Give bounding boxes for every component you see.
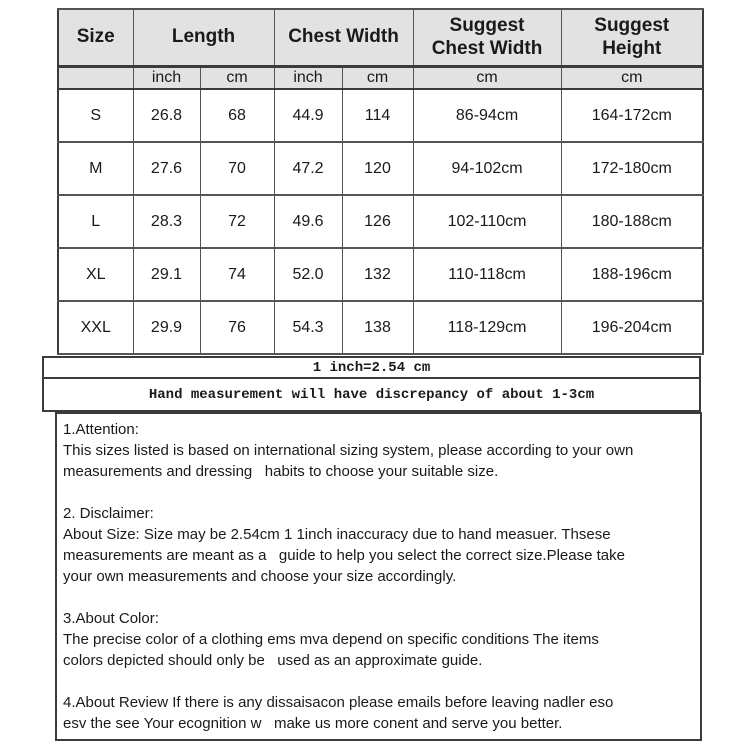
cell-size: XXL [58, 301, 133, 354]
header-suggest-chest-width-line1: Suggest [449, 14, 525, 36]
inch-conversion-note: 1 inch=2.54 cm [42, 356, 701, 379]
note-line: measurements are meant as a guide to help you select the correct size.Please take [63, 547, 625, 564]
cell-length-inch: 29.9 [133, 301, 200, 354]
notes-box [55, 412, 702, 741]
table-row-m [58, 142, 703, 195]
size-chart-table [57, 8, 704, 355]
cell-suggest-height: 164-172cm [561, 89, 703, 142]
cell-length-inch: 26.8 [133, 89, 200, 142]
table-row-xxl [58, 301, 703, 354]
cell-length-inch: 29.1 [133, 248, 200, 301]
table-row-s [58, 89, 703, 142]
subheader-chest-cm: cm [342, 66, 413, 89]
cell-suggest-chest: 102-110cm [413, 195, 561, 248]
note-disclaimer [63, 503, 694, 587]
cell-length-cm: 72 [200, 195, 274, 248]
header-length: Length [133, 9, 274, 66]
cell-suggest-chest: 86-94cm [413, 89, 561, 142]
note-line: About Size: Size may be 2.54cm 1 1inch inaccuracy due to hand measuer. Thsese [63, 526, 611, 543]
note-line: measurements and dressing habits to choose your suitable size. [63, 463, 499, 480]
note-line: 2. Disclaimer: [63, 505, 154, 522]
subheader-chest-inch: inch [274, 66, 342, 89]
note-line: The precise color of a clothing ems mva depend on specific conditions The items [63, 631, 599, 648]
cell-length-cm: 76 [200, 301, 274, 354]
note-line: your own measurements and choose your size accordingly. [63, 568, 457, 585]
note-attention [63, 419, 694, 482]
subheader-suggest-height-cm: cm [561, 66, 703, 89]
cell-chest-cm: 120 [342, 142, 413, 195]
table-header-row [58, 9, 703, 66]
cell-chest-inch: 54.3 [274, 301, 342, 354]
cell-chest-inch: 44.9 [274, 89, 342, 142]
subheader-size-empty [58, 66, 133, 89]
cell-length-inch: 27.6 [133, 142, 200, 195]
cell-length-cm: 70 [200, 142, 274, 195]
note-line: This sizes listed is based on international sizing system, please according to your own [63, 442, 634, 459]
cell-chest-inch: 49.6 [274, 195, 342, 248]
cell-length-inch: 28.3 [133, 195, 200, 248]
cell-size: M [58, 142, 133, 195]
cell-suggest-height: 180-188cm [561, 195, 703, 248]
cell-chest-cm: 126 [342, 195, 413, 248]
cell-suggest-chest: 110-118cm [413, 248, 561, 301]
table-row-xl [58, 248, 703, 301]
cell-chest-inch: 47.2 [274, 142, 342, 195]
header-suggest-height-line2: Height [602, 38, 662, 60]
cell-size: L [58, 195, 133, 248]
cell-length-cm: 68 [200, 89, 274, 142]
subheader-length-inch: inch [133, 66, 200, 89]
table-row-l [58, 195, 703, 248]
cell-suggest-chest: 94-102cm [413, 142, 561, 195]
cell-size: XL [58, 248, 133, 301]
hand-measurement-note: Hand measurement will have discrepancy of about 1-3cm [42, 379, 701, 412]
header-suggest-height-line1: Suggest [594, 14, 670, 36]
cell-chest-cm: 114 [342, 89, 413, 142]
note-line: 1.Attention: [63, 421, 139, 438]
cell-suggest-height: 172-180cm [561, 142, 703, 195]
header-suggest-height [561, 9, 703, 66]
note-line: colors depicted should only be used as an approximate guide. [63, 652, 483, 669]
note-line: esv the see Your ecognition w make us more conent and serve you better. [63, 715, 563, 732]
header-size: Size [58, 9, 133, 66]
subheader-suggest-chest-cm: cm [413, 66, 561, 89]
cell-chest-inch: 52.0 [274, 248, 342, 301]
note-about-color [63, 608, 694, 671]
header-suggest-chest-width-line2: Chest Width [431, 38, 543, 60]
note-about-review [63, 692, 694, 734]
subheader-length-cm: cm [200, 66, 274, 89]
cell-size: S [58, 89, 133, 142]
cell-suggest-height: 196-204cm [561, 301, 703, 354]
cell-chest-cm: 138 [342, 301, 413, 354]
cell-suggest-height: 188-196cm [561, 248, 703, 301]
table-subheader-row [58, 66, 703, 89]
cell-suggest-chest: 118-129cm [413, 301, 561, 354]
note-line: 3.About Color: [63, 610, 159, 627]
header-suggest-chest-width [413, 9, 561, 66]
cell-length-cm: 74 [200, 248, 274, 301]
header-chest-width: Chest Width [274, 9, 413, 66]
cell-chest-cm: 132 [342, 248, 413, 301]
note-line: 4.About Review If there is any dissaisacon please emails before leaving nadler eso [63, 694, 614, 711]
